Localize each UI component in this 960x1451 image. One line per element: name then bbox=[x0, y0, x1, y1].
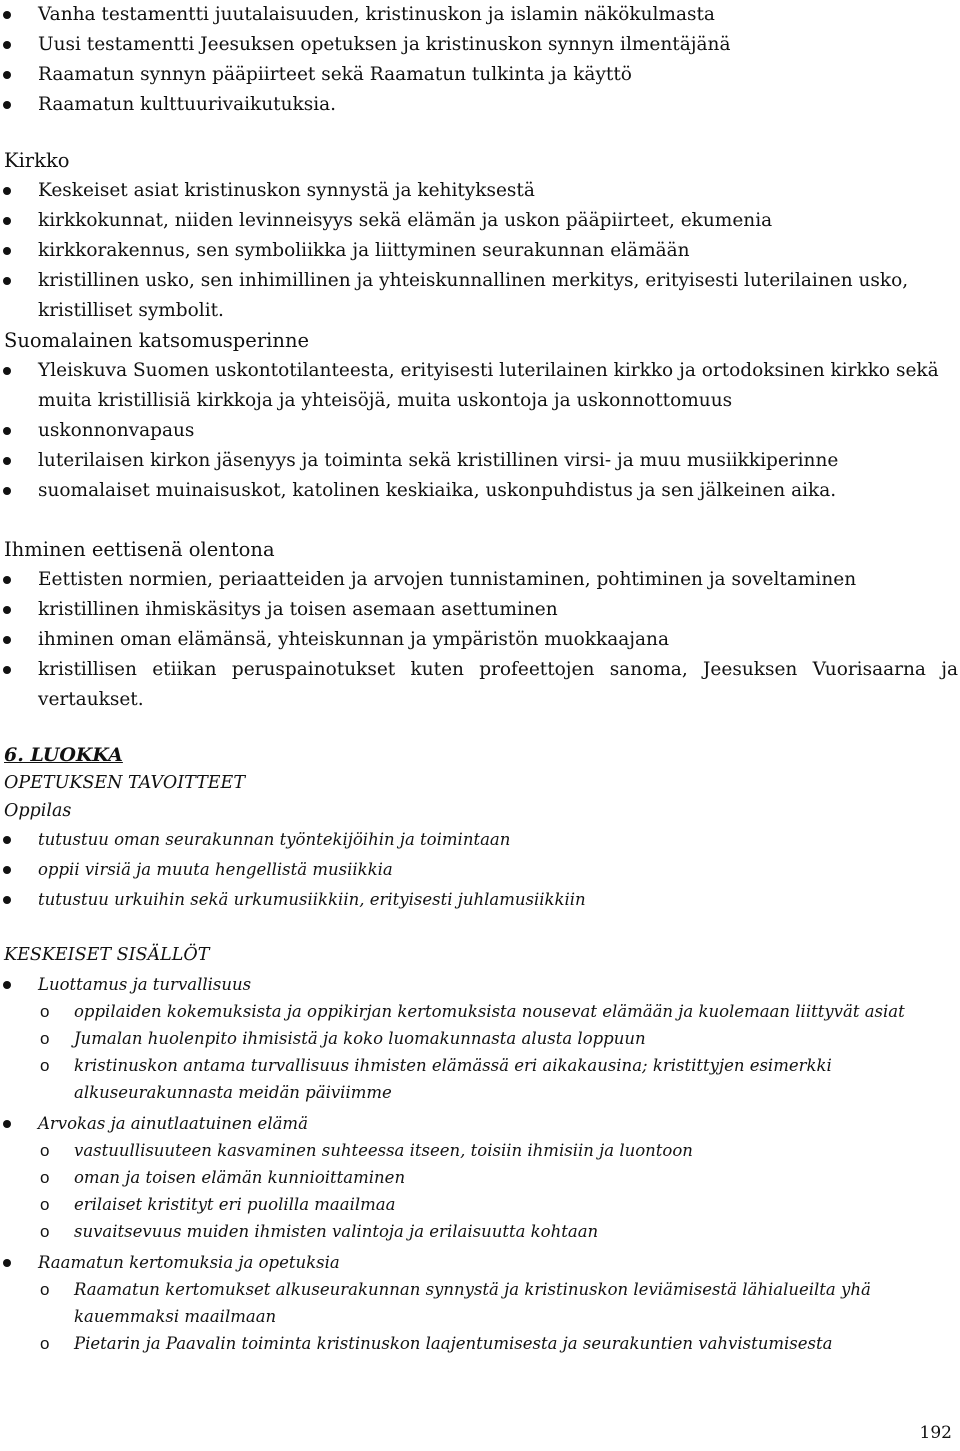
intro-list bbox=[0, 0, 960, 120]
list-item: suomalaiset muinaisuskot, katolinen keskiaika, uskonpuhdistus ja sen jälkeinen aika. bbox=[0, 476, 958, 506]
list-item: Vanha testamentti juutalaisuuden, kristinuskon ja islamin näkökulmasta bbox=[0, 0, 960, 30]
sisallot-heading: KESKEISET SISÄLLÖT bbox=[4, 945, 210, 965]
list-item: oppii virsiä ja muuta hengellistä musiikkia bbox=[0, 855, 958, 885]
list-item: ihminen oman elämänsä, yhteiskunnan ja ympäristön muokkaajana bbox=[0, 625, 958, 655]
list-item: kristillinen ihmiskäsitys ja toisen asemaan asettuminen bbox=[0, 595, 958, 625]
list-item: Raamatun synnyn pääpiirteet sekä Raamatun tulkinta ja käyttö bbox=[0, 60, 960, 90]
grade-title: 6. LUOKKA bbox=[4, 744, 123, 766]
content-subitem: o Raamatun kertomukset alkuseurakunnan synnystä ja kristinuskon leviämisestä lähialueilta yhä kauemmaksi maailmaan bbox=[0, 1276, 958, 1330]
kirkko-list bbox=[0, 176, 958, 326]
list-item: Keskeiset asiat kristinuskon synnystä ja kehityksestä bbox=[0, 176, 958, 206]
content-topic: Arvokas ja ainutlaatuinen elämä bbox=[0, 1110, 958, 1137]
content-subitem: o erilaiset kristityt eri puolilla maailmaa bbox=[0, 1191, 958, 1218]
list-item: kirkkorakennus, sen symboliikka ja liittyminen seurakunnan elämään bbox=[0, 236, 958, 266]
kirkko-heading: Kirkko bbox=[4, 149, 70, 172]
oppilas-label: Oppilas bbox=[4, 801, 72, 821]
list-item: kristillisen etiikan peruspainotukset kuten profeettojen sanoma, Jeesuksen Vuorisaarna ja vertaukset. bbox=[0, 655, 958, 715]
content-subitem: o oppilaiden kokemuksista ja oppikirjan kertomuksista nousevat elämään ja kuolemaan liittyvät asiat bbox=[0, 998, 958, 1025]
list-item: Eettisten normien, periaatteiden ja arvojen tunnistaminen, pohtiminen ja soveltaminen bbox=[0, 565, 958, 595]
content-topic: Luottamus ja turvallisuus bbox=[0, 971, 958, 998]
list-item: Raamatun kulttuurivaikutuksia. bbox=[0, 90, 960, 120]
content-subitem: o Pietarin ja Paavalin toiminta kristinuskon laajentumisesta ja seurakuntien vahvistumisesta bbox=[0, 1330, 958, 1357]
list-item: Yleiskuva Suomen uskontotilanteesta, erityisesti luterilainen kirkko ja ortodoksinen kirkko sekä muita kristillisiä kirkkoja ja yhteisöjä, muita uskontoja ja uskonnottomuus bbox=[0, 356, 958, 416]
katsomus-list bbox=[0, 356, 958, 506]
content-topic: Raamatun kertomuksia ja opetuksia bbox=[0, 1249, 958, 1276]
content-subitem: o Jumalan huolenpito ihmisistä ja koko luomakunnasta alusta loppuun bbox=[0, 1025, 958, 1052]
list-item: Uusi testamentti Jeesuksen opetuksen ja kristinuskon synnyn ilmentäjänä bbox=[0, 30, 960, 60]
katsomus-heading: Suomalainen katsomusperinne bbox=[4, 329, 310, 352]
list-item: kirkkokunnat, niiden levinneisyys sekä elämän ja uskon pääpiirteet, ekumenia bbox=[0, 206, 958, 236]
content-subitem: o suvaitsevuus muiden ihmisten valintoja ja erilaisuutta kohtaan bbox=[0, 1218, 958, 1245]
list-item: kristillinen usko, sen inhimillinen ja yhteiskunnallinen merkitys, erityisesti luterilainen usko, kristilliset symbolit. bbox=[0, 266, 958, 326]
content-subitem: o oman ja toisen elämän kunnioittaminen bbox=[0, 1164, 958, 1191]
list-item: luterilaisen kirkon jäsenyys ja toiminta sekä kristillinen virsi- ja muu musiikkiperinne bbox=[0, 446, 958, 476]
tavoitteet-heading: OPETUKSEN TAVOITTEET bbox=[4, 773, 245, 793]
ihminen-heading: Ihminen eettisenä olentona bbox=[4, 538, 275, 561]
list-item: tutustuu urkuihin sekä urkumusiikkiin, erityisesti juhlamusiikkiin bbox=[0, 885, 958, 915]
list-item: uskonnonvapaus bbox=[0, 416, 958, 446]
tavoitteet-list bbox=[0, 825, 958, 915]
content-subitem: o vastuullisuuteen kasvaminen suhteessa itseen, toisiin ihmisiin ja luontoon bbox=[0, 1137, 958, 1164]
list-item: tutustuu oman seurakunnan työntekijöihin ja toimintaan bbox=[0, 825, 958, 855]
page-number: 192 bbox=[919, 1423, 952, 1443]
ihminen-list bbox=[0, 565, 958, 715]
content-subitem: o kristinuskon antama turvallisuus ihmisten elämässä eri aikakausina; kristittyjen esimerkki alkuseurakunnasta meidän päiviimme bbox=[0, 1052, 958, 1106]
sisallot-list bbox=[0, 971, 958, 1357]
